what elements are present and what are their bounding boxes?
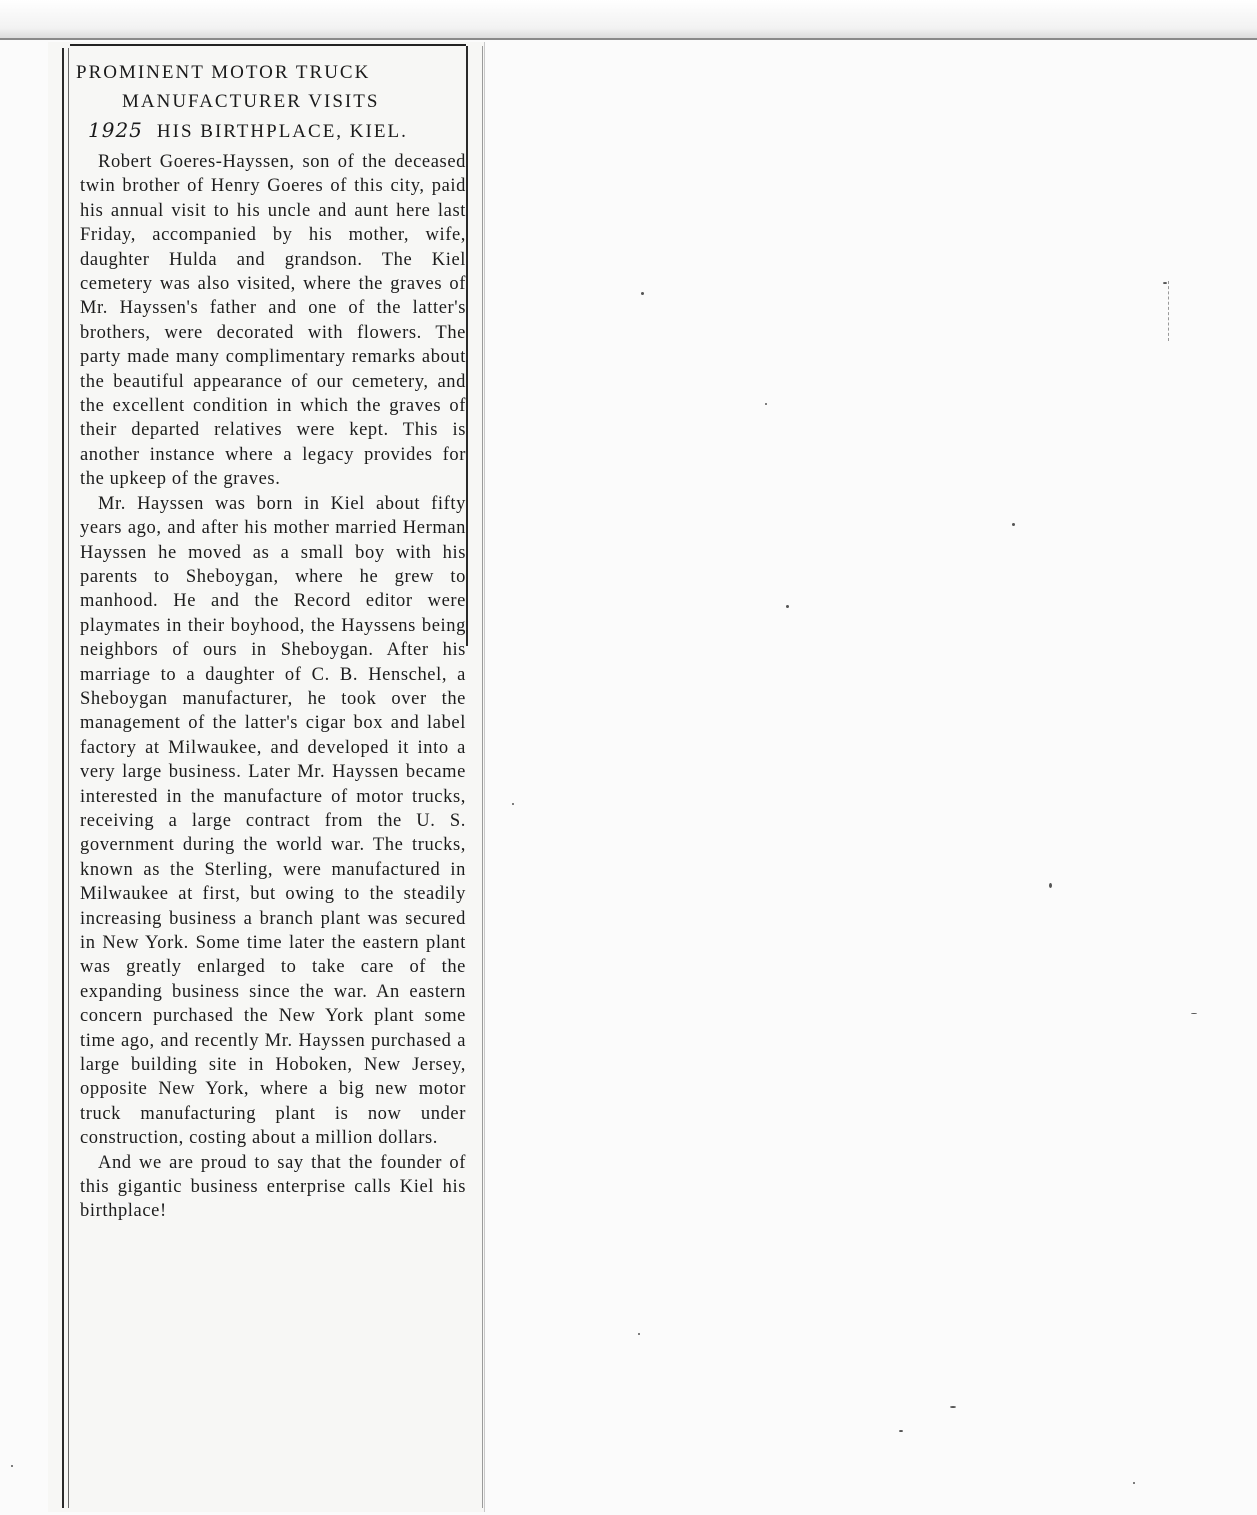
column-rule-top xyxy=(70,44,466,46)
article-body xyxy=(80,150,466,1224)
scan-speck xyxy=(950,1406,956,1408)
scan-speck xyxy=(1133,1482,1135,1484)
clipping-cut-edge xyxy=(482,46,483,1508)
scan-speck xyxy=(1012,523,1015,526)
headline-line-1: PROMINENT MOTOR TRUCK xyxy=(76,62,371,83)
handwritten-year: 1925 xyxy=(88,118,143,142)
article-paragraph-2: Mr. Hayssen was born in Kiel about fifty years ago, and after his mother married Herman Hayssen he moved as a small boy with his parents to Sheboygan, where he grew to manhood. He and the Record editor were playmates in their boyhood, the Hayssens being neighbors of ours in Sheboygan. After his marriage to a daughter of C. B. Henschel, a Sheboygan manufacturer, he took over the management of the latter's cigar box and label factory at Milwaukee, and developed it into a very large business. Later Mr. Hayssen became interested in the manufacture of motor trucks, receiving a large contract from the U. S. government during the world war. The trucks, known as the Sterling, were manufactured in Milwaukee at first, but owing to the steadily increasing business a branch plant was secured in New York. Some time later the eastern plant was greatly enlarged to take care of the expanding business since the war. An eastern concern purchased the New York plant some time ago, and recently Mr. Hayssen purchased a large building site in Hoboken, New Jersey, opposite New York, where a big new motor truck manufacturing plant is now under construction, costing about a million dollars. xyxy=(80,493,466,1149)
paper-top-edge xyxy=(0,38,1257,40)
scan-speck xyxy=(1163,282,1167,284)
headline-line-2: MANUFACTURER VISITS xyxy=(122,91,380,112)
scan-speck xyxy=(1049,883,1052,888)
scan-speck xyxy=(786,605,789,608)
article-headline xyxy=(74,58,466,146)
scan-speck xyxy=(899,1430,903,1432)
article-paragraph-3: And we are proud to say that the founder of this gigantic business enterprise calls Kiel his birthplace! xyxy=(80,1152,466,1222)
scan-speck xyxy=(641,292,644,295)
scan-artifact-dashes xyxy=(1168,281,1173,341)
headline-line-3 xyxy=(74,116,466,146)
headline-line-3-text: HIS BIRTHPLACE, KIEL. xyxy=(156,121,408,142)
column-rule-left-inner xyxy=(68,48,69,1508)
scan-speck xyxy=(1191,1013,1197,1014)
scan-speck xyxy=(638,1333,640,1335)
scan-speck xyxy=(765,403,767,405)
column-rule-left xyxy=(62,48,64,1508)
column-rule-right xyxy=(466,46,468,646)
scan-speck xyxy=(512,803,514,805)
scan-speck xyxy=(11,1465,13,1467)
scanner-top-shadow xyxy=(0,0,1257,40)
article-paragraph-1: Robert Goeres-Hayssen, son of the deceased twin brother of Henry Goeres of this city, paid his annual visit to his uncle and aunt here last Friday, accompanied by his mother, wife, daughter Hulda and grandson. The Kiel cemetery was also visited, where the graves of Mr. Hayssen's father and one of the latter's brothers, were decorated with flowers. The party made many complimentary remarks about the beautiful appearance of our cemetery, and the excellent condition in which the graves of their departed relatives were kept. This is another instance where a legacy provides for the upkeep of the graves. xyxy=(80,152,466,490)
